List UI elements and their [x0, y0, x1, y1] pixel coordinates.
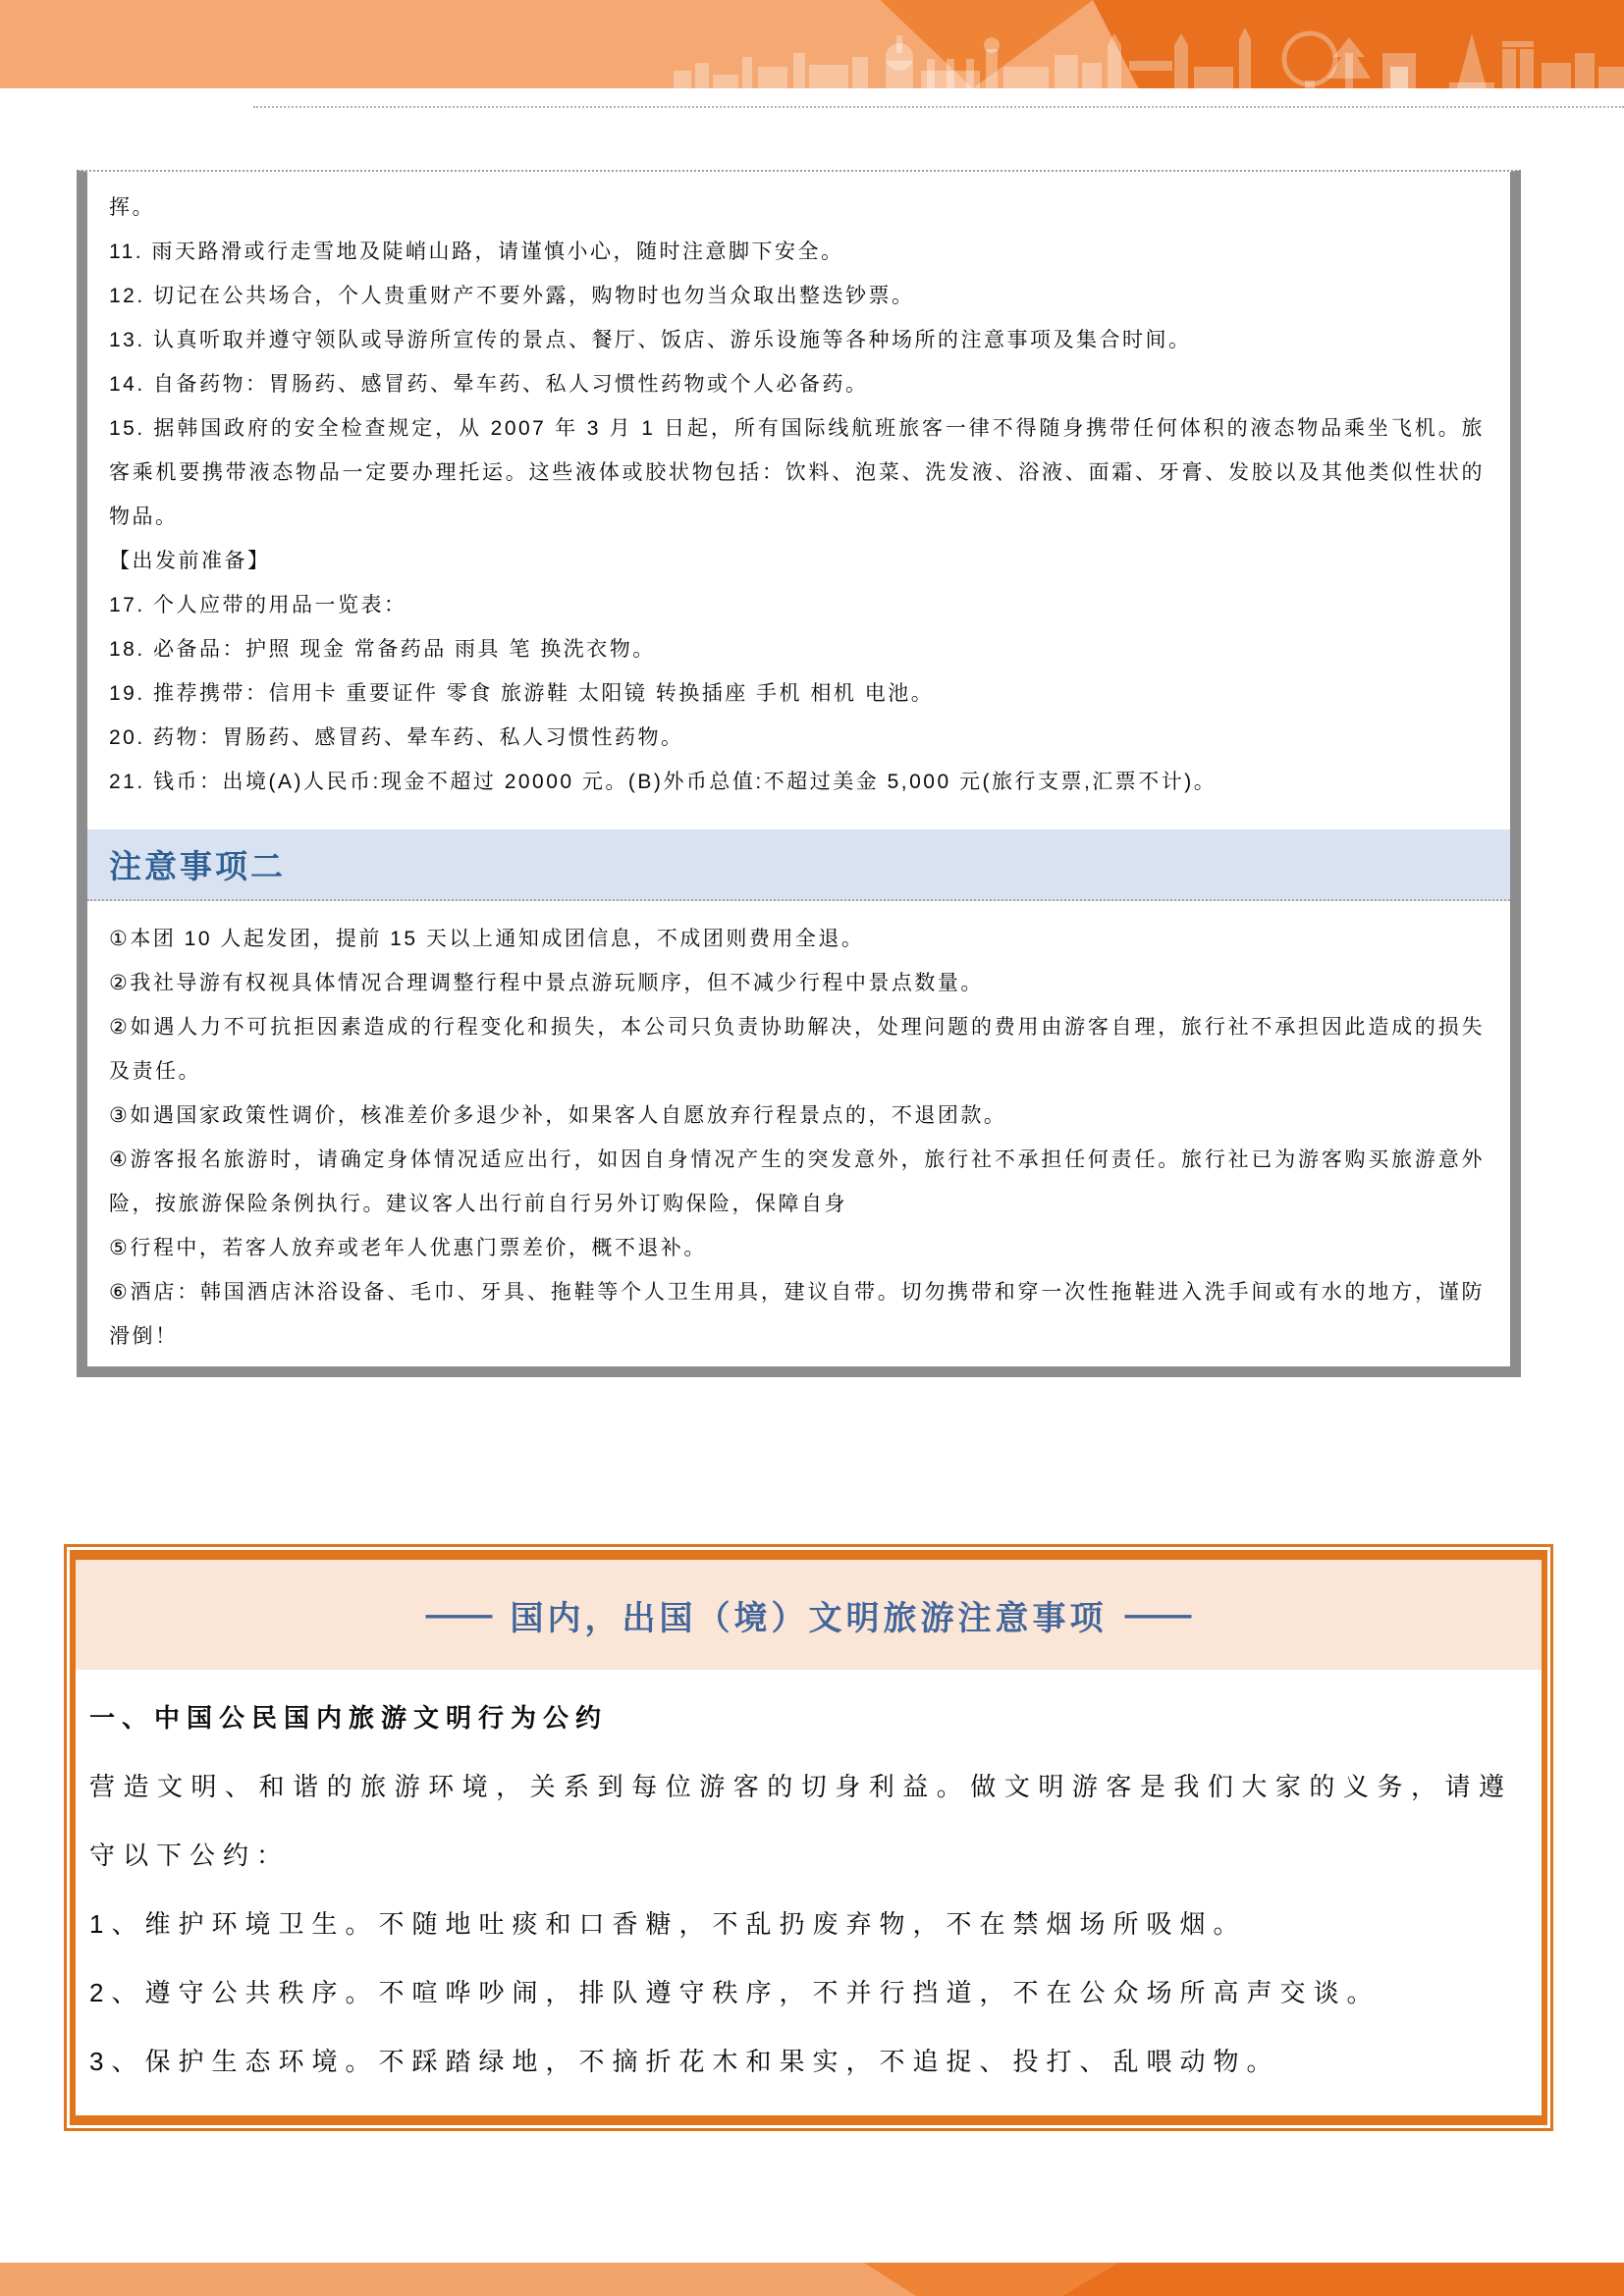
notice-line: 【出发前准备】: [109, 550, 271, 572]
notice-line: 11. 雨天路滑或行走雪地及陡峭山路，请谨慎小心，随时注意脚下安全。: [109, 240, 844, 263]
notice-line: 18. 必备品：护照 现金 常备药品 雨具 笔 换洗衣物。: [109, 638, 656, 661]
civility-item: 1、维护环境卫生。不随地吐痰和口香糖，不乱扔废弃物，不在禁烟场所吸烟。: [89, 1909, 1247, 1939]
civility-item: 3、保护生态环境。不踩踏绿地，不摘折花木和果实，不追捉、投打、乱喂动物。: [89, 2047, 1280, 2076]
notice-line: ⑥酒店：韩国酒店沐浴设备、毛巾、牙具、拖鞋等个人卫生用具，建议自带。切勿携带和穿一次性拖鞋进入洗手间或有水的地方，谨防滑倒！: [109, 1281, 1485, 1348]
title-left-dash: ——: [425, 1595, 493, 1633]
skyline-icon: [416, 27, 1624, 88]
notice-line: 15. 据韩国政府的安全检查规定，从 2007 年 3 月 1 日起，所有国际线航班旅客一律不得随身携带任何体积的液态物品乘坐飞机。旅客乘机要携带液态物品一定要办理托运。这些液体或胶状物包括：饮料、泡菜、洗发液、浴液、面霜、牙膏、发胶以及其他类似性状的物品。: [109, 417, 1485, 528]
footer-dark-shape: [0, 2263, 1624, 2296]
civility-title-band: [76, 1560, 1542, 1670]
civility-body: [76, 1670, 1542, 2096]
civility-box-inner: [70, 1550, 1547, 2125]
spacer: [87, 901, 1510, 917]
notice-line: ⑤行程中，若客人放弃或老年人优惠门票差价，概不退补。: [109, 1237, 707, 1259]
notice-line: 17. 个人应带的用品一览表：: [109, 594, 407, 616]
civility-box: [64, 1544, 1553, 2131]
civility-heading: 一、中国公民国内旅游文明行为公约: [89, 1703, 609, 1733]
title-right-dash: ——: [1124, 1595, 1192, 1633]
notice-line: ③如遇国家政策性调价，核准差价多退少补，如果客人自愿放弃行程景点的，不退团款。: [109, 1104, 1007, 1127]
notice-line: ①本团 10 人起发团，提前 15 天以上通知成团信息，不成团则费用全退。: [109, 928, 865, 950]
section-header-bar: [87, 829, 1510, 901]
notice-line: ②我社导游有权视具体情况合理调整行程中景点游玩顺序，但不减少行程中景点数量。: [109, 972, 984, 994]
notice-line: 13. 认真听取并遵守领队或导游所宣传的景点、餐厅、饭店、游乐设施等各种场所的注意事项及集合时间。: [109, 329, 1192, 351]
dotted-divider: [253, 106, 1624, 108]
notice-line: 20. 药物：胃肠药、感冒药、晕车药、私人习惯性药物。: [109, 726, 684, 749]
notice-line: 挥。: [109, 196, 155, 219]
notice-line: 14. 自备药物：胃肠药、感冒药、晕车药、私人习惯性药物或个人必备药。: [109, 373, 869, 396]
section-header-title: 注意事项二: [109, 848, 286, 884]
notice-line: ②如遇人力不可抗拒因素造成的行程变化和损失，本公司只负责协助解决，处理问题的费用由游客自理，旅行社不承担因此造成的损失及责任。: [109, 1016, 1485, 1083]
notice-line: 19. 推荐携带：信用卡 重要证件 零食 旅游鞋 太阳镜 转换插座 手机 相机 电池。: [109, 682, 935, 705]
notice-line: 21. 钱币：出境(A)人民币:现金不超过 20000 元。(B)外币总值:不超过美金 5,000 元(旅行支票,汇票不计)。: [109, 771, 1218, 793]
civility-item: 2、遵守公共秩序。不喧哗吵闹，排队遵守秩序，不并行挡道，不在公众场所高声交谈。: [89, 1978, 1380, 2007]
footer-banner: [0, 2263, 1624, 2296]
notice-line: 12. 切记在公共场合，个人贵重财产不要外露，购物时也勿当众取出整迭钞票。: [109, 285, 915, 307]
notice-line: ④游客报名旅游时，请确定身体情况适应出行，如因自身情况产生的突发意外，旅行社不承担任何责任。旅行社已为游客购买旅游意外险，按旅游保险条例执行。建议客人出行前自行另外订购保险，保障自身: [109, 1148, 1485, 1215]
notice-table: [77, 170, 1521, 1377]
header-banner: [0, 0, 1624, 88]
civility-intro: 营造文明、和谐的旅游环境，关系到每位游客的切身利益。做文明游客是我们大家的义务，请遵守以下公约：: [89, 1772, 1512, 1870]
civility-title: 国内，出国（境）文明旅游注意事项: [510, 1599, 1108, 1637]
